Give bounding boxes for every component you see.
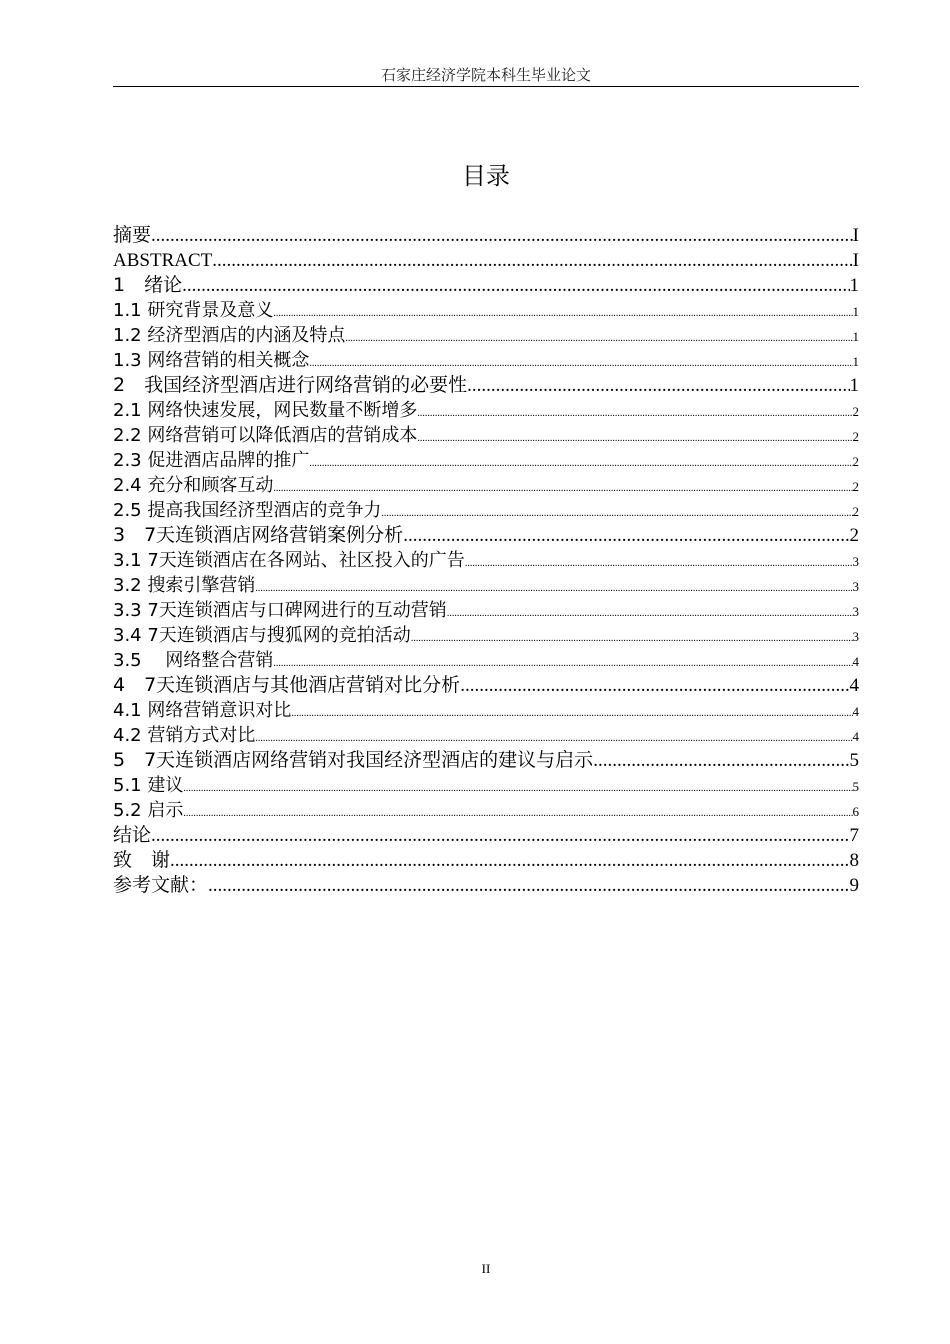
toc-entry-page: 2 (849, 525, 859, 546)
toc-entry-text: 5.1 建议 (113, 775, 184, 796)
toc-leader-dots (411, 626, 853, 648)
toc-entry-text: 摘要 (113, 224, 152, 246)
toc-leader-dots (183, 801, 852, 823)
toc-leader-dots (417, 426, 852, 448)
toc-entry[interactable] (113, 623, 859, 648)
toc-leader-dots (273, 476, 852, 498)
toc-entry[interactable] (113, 573, 859, 598)
toc-entry-page: 3 (852, 554, 859, 569)
page-number: II (481, 1261, 491, 1276)
toc-entry-text: 参考文献： (113, 874, 209, 896)
toc-entry[interactable] (113, 473, 859, 498)
toc-entry[interactable] (113, 348, 859, 373)
toc-entry-page: 1 (849, 375, 859, 396)
toc-leader-dots (182, 273, 849, 298)
toc-entry-text: 3.4 7天连锁酒店与搜狐网的竞拍活动 (113, 625, 411, 646)
toc-leader-dots (460, 673, 849, 698)
toc-entry-text: 2.4 充分和顾客互动 (113, 475, 274, 496)
header-rule (113, 86, 859, 87)
toc-entry-page: 4 (852, 654, 859, 669)
toc-leader-dots (255, 726, 852, 748)
toc-entry-text: 2.5 提高我国经济型酒店的竞争力 (113, 500, 382, 521)
toc-entry-text: 1.1 研究背景及意义 (113, 300, 274, 321)
toc-entry-page: 8 (849, 850, 859, 871)
toc-entry-text: 2.2 网络营销可以降低酒店的营销成本 (113, 425, 418, 446)
toc-entry[interactable] (113, 698, 859, 723)
toc-entry-text: 5 7天连锁酒店网络营销对我国经济型酒店的建议与启示 (113, 749, 594, 771)
toc-entry-text: ABSTRACT (113, 250, 213, 271)
toc-entry[interactable] (113, 223, 859, 248)
toc-entry-text: 2.3 促进酒店品牌的推广 (113, 450, 310, 471)
toc-entry-page: 2 (852, 479, 859, 494)
toc-entry-page: 4 (852, 704, 859, 719)
toc-entry[interactable] (113, 373, 859, 398)
toc-entry-page: 5 (849, 750, 859, 771)
page-header: 石家庄经济学院本科生毕业论文 (380, 66, 591, 84)
toc-leader-dots (183, 776, 852, 798)
toc-entry[interactable] (113, 798, 859, 823)
toc-entry-text: 2.1 网络快速发展，网民数量不断增多 (113, 400, 418, 421)
toc-entry-text: 结论 (113, 824, 152, 846)
toc-entry-page: 3 (852, 579, 859, 594)
toc-entry[interactable] (113, 323, 859, 348)
toc-entry[interactable] (113, 748, 859, 773)
toc-entry[interactable] (113, 298, 859, 323)
toc-entry[interactable] (113, 548, 859, 573)
toc-entry-text: 3.1 7天连锁酒店在各网站、社区投入的广告 (113, 550, 465, 571)
toc-entry-page: 1 (852, 329, 859, 344)
toc-entry-page: 4 (849, 675, 859, 696)
toc-entry-text: 3.3 7天连锁酒店与口碑网进行的互动营销 (113, 600, 447, 621)
toc-entry-text: 5.2 启示 (113, 800, 184, 821)
toc-entry-text: 4.1 网络营销意识对比 (113, 700, 292, 721)
toc-leader-dots (255, 576, 852, 598)
toc-leader-dots (467, 373, 849, 398)
toc-leader-dots (291, 701, 852, 723)
toc-entry[interactable] (113, 498, 859, 523)
toc-entry[interactable] (113, 598, 859, 623)
toc-entry[interactable] (113, 448, 859, 473)
toc-entry[interactable] (113, 423, 859, 448)
toc-entry[interactable] (113, 523, 859, 548)
toc-leader-dots (151, 823, 849, 848)
toc-leader-dots (309, 351, 852, 373)
toc-leader-dots (447, 601, 853, 623)
toc-entry-text: 4.2 营销方式对比 (113, 725, 256, 746)
toc-entry-page: 2 (852, 504, 859, 519)
toc-leader-dots (273, 651, 852, 673)
toc-entry-page: 3 (852, 604, 859, 619)
toc-entry-page: 5 (852, 779, 859, 794)
toc-entry[interactable] (113, 673, 859, 698)
toc-leader-dots (403, 523, 849, 548)
toc-entry-page: 9 (849, 875, 859, 896)
toc-leader-dots (593, 748, 849, 773)
toc-entry-text: 1 绪论 (113, 274, 183, 296)
toc-entry-text: 2 我国经济型酒店进行网络营销的必要性 (113, 374, 468, 396)
toc-entry-page: 4 (852, 729, 859, 744)
toc-leader-dots (381, 501, 852, 523)
toc-entry[interactable] (113, 248, 859, 273)
toc-leader-dots (170, 848, 849, 873)
toc-entry-page: 6 (852, 804, 859, 819)
toc-entry[interactable] (113, 648, 859, 673)
toc-entry[interactable] (113, 873, 859, 898)
toc-title: 目录 (462, 162, 510, 190)
toc-entry-page: 3 (852, 629, 859, 644)
toc-entry-page: 2 (852, 404, 859, 419)
toc-entry[interactable] (113, 823, 859, 848)
toc-entry[interactable] (113, 848, 859, 873)
toc-entry-text: 1.3 网络营销的相关概念 (113, 350, 310, 371)
toc-leader-dots (212, 248, 852, 273)
toc-entry-page: 1 (852, 354, 859, 369)
toc-leader-dots (273, 301, 852, 323)
toc-entry-text: 4 7天连锁酒店与其他酒店营销对比分析 (113, 674, 461, 696)
toc-leader-dots (417, 401, 852, 423)
table-of-contents (113, 223, 859, 898)
toc-entry-text: 3.5 网络整合营销 (113, 650, 274, 671)
toc-leader-dots (151, 223, 853, 248)
toc-entry-page: 2 (852, 454, 859, 469)
toc-entry-text: 1.2 经济型酒店的内涵及特点 (113, 325, 346, 346)
toc-entry-page: 1 (849, 275, 859, 296)
toc-entry-text: 3 7天连锁酒店网络营销案例分析 (113, 524, 404, 546)
toc-leader-dots (345, 326, 852, 348)
toc-entry[interactable] (113, 773, 859, 798)
toc-entry-text: 3.2 搜索引擎营销 (113, 575, 256, 596)
toc-entry[interactable] (113, 398, 859, 423)
toc-entry[interactable] (113, 723, 859, 748)
toc-entry-page: I (852, 225, 859, 246)
toc-leader-dots (309, 451, 852, 473)
toc-leader-dots (465, 551, 853, 573)
toc-entry-page: 1 (852, 304, 859, 319)
toc-entry-page: 7 (849, 825, 859, 846)
toc-leader-dots (208, 873, 849, 898)
toc-entry-page: I (852, 250, 859, 271)
toc-entry[interactable] (113, 273, 859, 298)
toc-entry-text: 致 谢 (113, 849, 171, 871)
toc-entry-page: 2 (852, 429, 859, 444)
